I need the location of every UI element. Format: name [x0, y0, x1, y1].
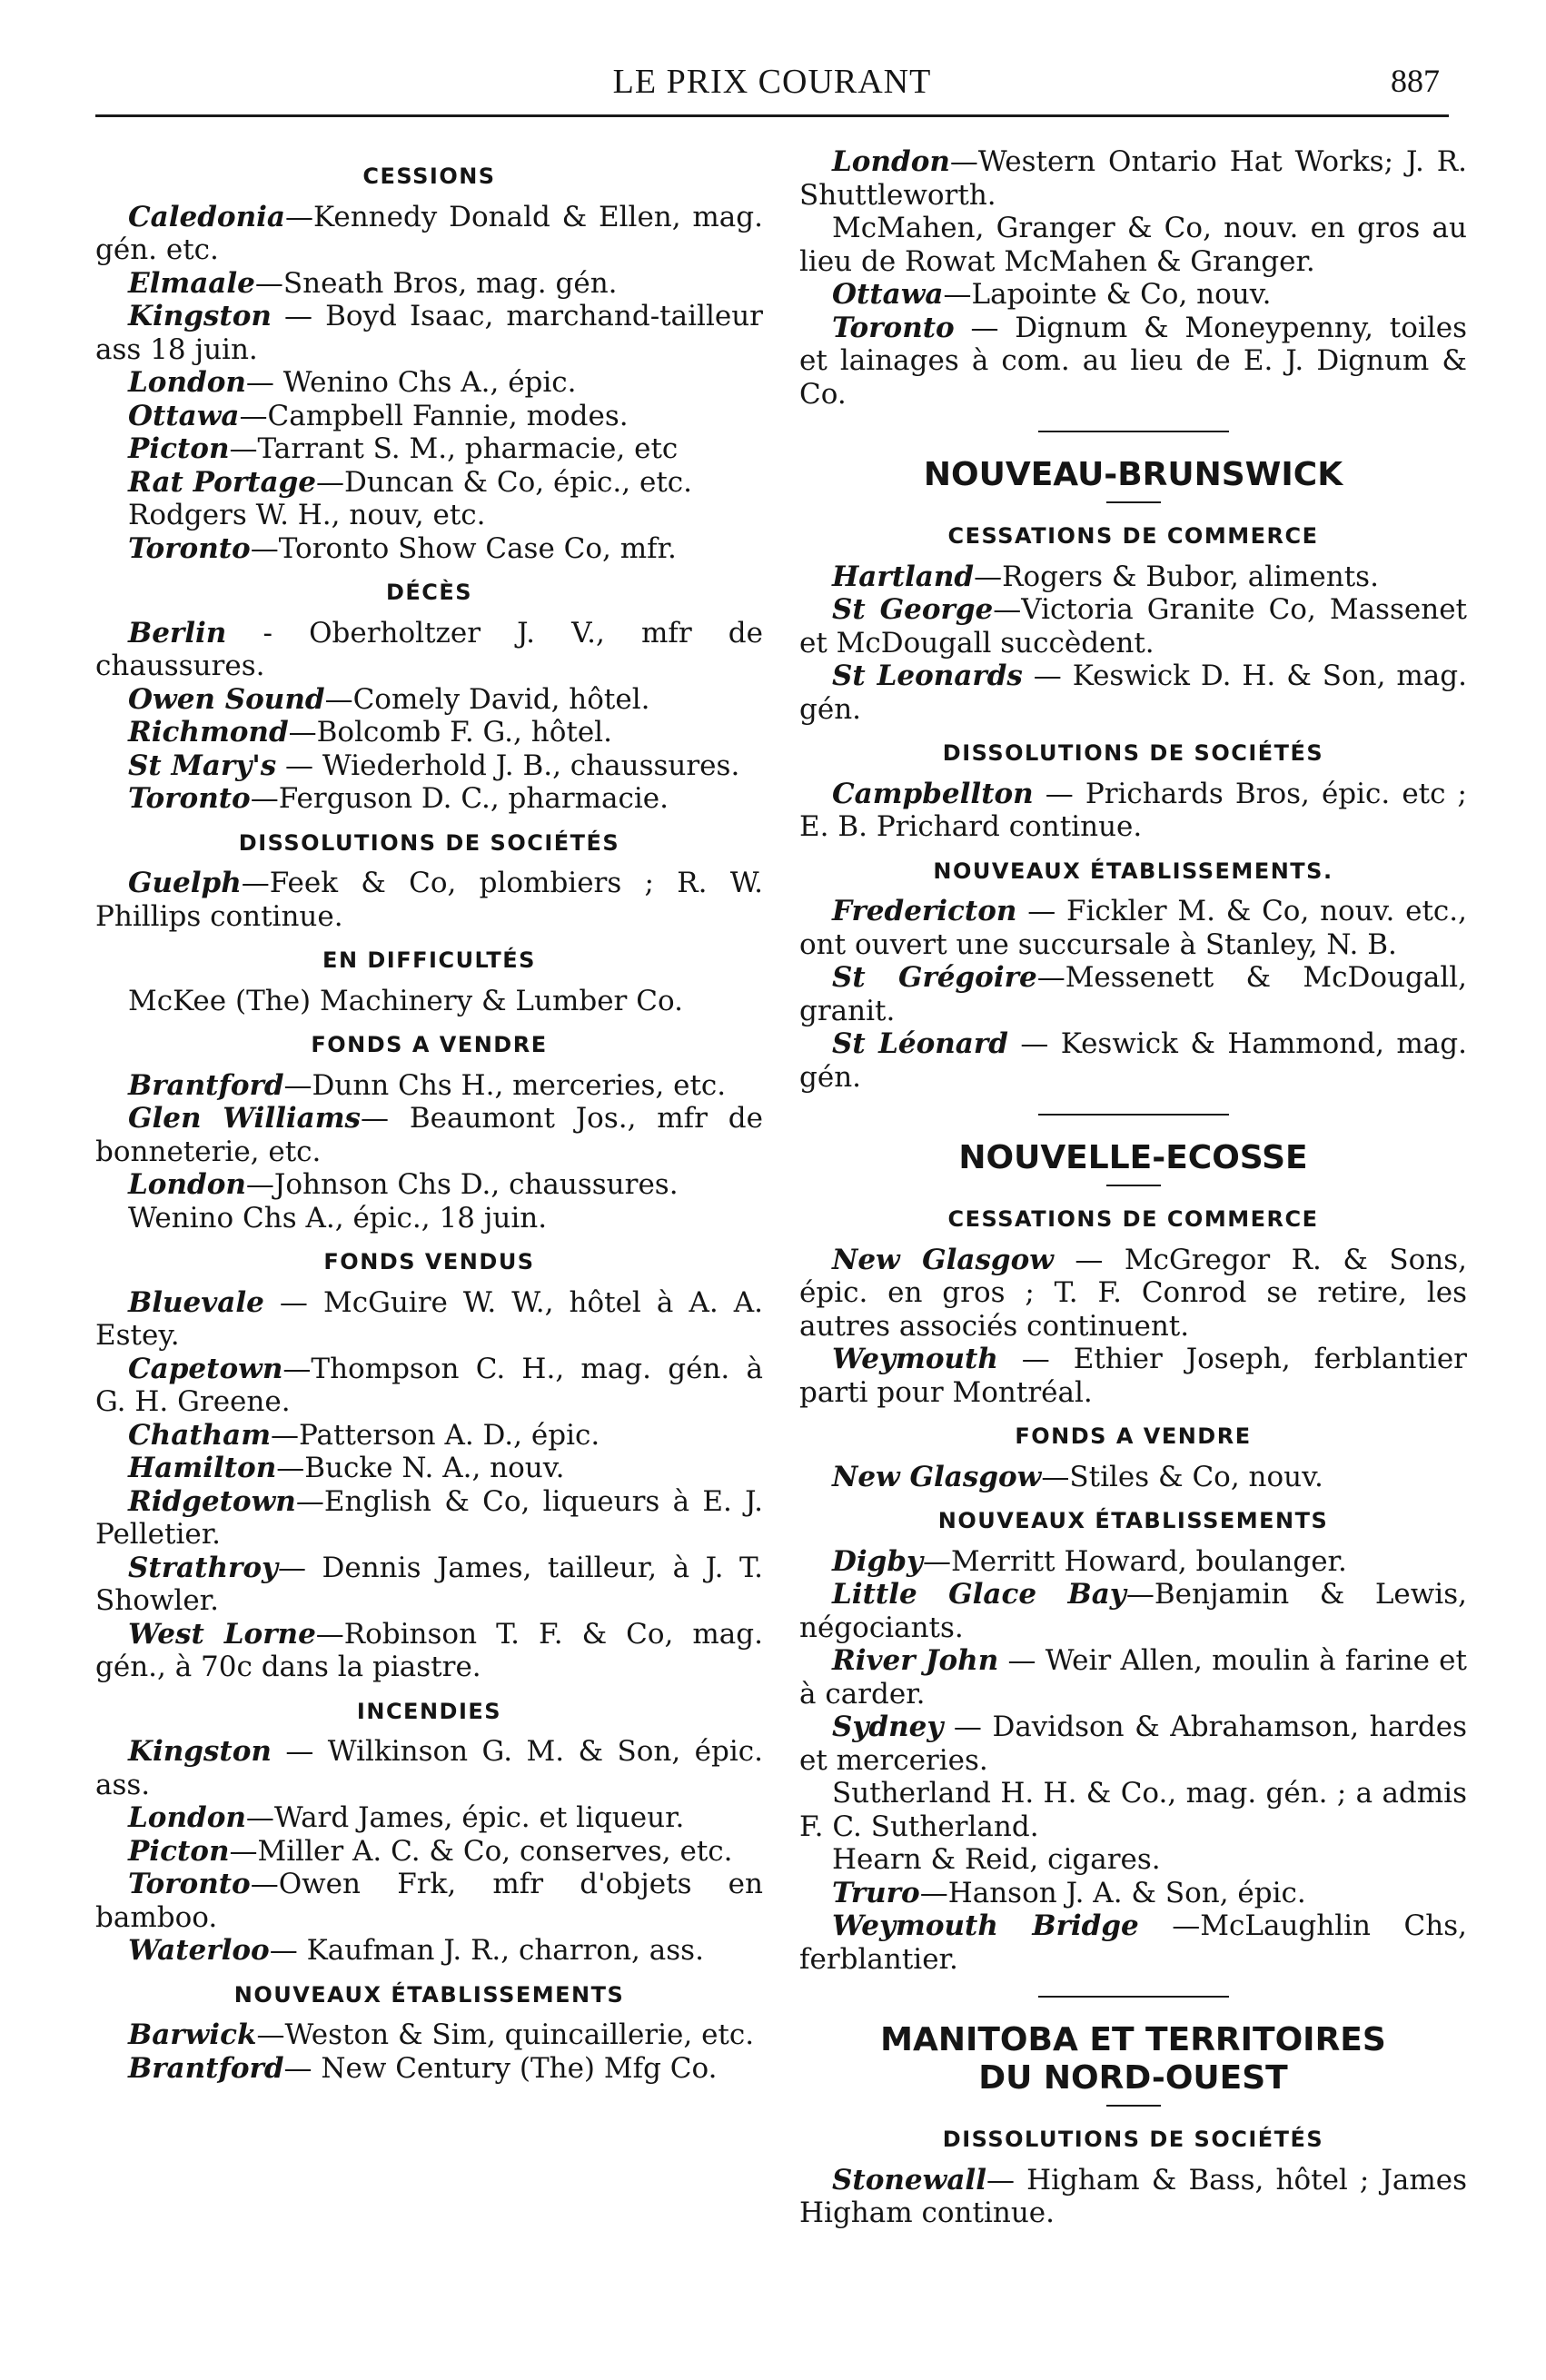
cessions-list [95, 201, 763, 566]
entry-text: — Prichards Bros, épic. etc ; E. B. Prichard continue. [799, 777, 1467, 843]
place-name: Campbellton [832, 777, 1034, 810]
place-name: Brantford [128, 2051, 284, 2085]
listing-entry [95, 267, 763, 301]
entry-text: —McLaughlin Chs, ferblantier. [799, 1909, 1467, 1976]
entry-text: —Ferguson D. C., pharmacie. [250, 782, 669, 815]
listing-entry [95, 782, 763, 816]
section-heading-incendies: INCENDIES [356, 1698, 502, 1724]
entry-text: —Bucke N. A., nouv. [276, 1452, 565, 1484]
journal-title: LE PRIX COURANT [612, 63, 932, 101]
place-name: Strathroy [128, 1551, 279, 1584]
entry-text: — Keswick & Hammond, mag. gén. [799, 1027, 1467, 1094]
nb-dissolutions-list [799, 778, 1467, 844]
entry-text: —Ward James, épic. et liqueur. [245, 1801, 685, 1834]
mb-dissolutions-list [799, 2164, 1467, 2230]
listing-entry [799, 593, 1467, 659]
running-head [95, 56, 1449, 111]
listing-entry [799, 1644, 1467, 1711]
entry-text: —Rogers & Bubor, aliments. [974, 560, 1379, 593]
place-name: Picton [128, 432, 230, 465]
place-name: St Grégoire [832, 961, 1037, 994]
place-name: London [128, 366, 246, 399]
ne-fonds-a-vendre-list [799, 1461, 1467, 1494]
place-name: Little Glace Bay [832, 1578, 1126, 1611]
listing-entry [95, 1735, 763, 1801]
listing-entry [799, 778, 1467, 844]
title-underline [1106, 2105, 1161, 2107]
entry-text: — Ethier Joseph, ferblantier parti pour Montréal. [799, 1343, 1467, 1409]
entry-text: Sutherland H. H. & Co., mag. gén. ; a admis F. C. Sutherland. [799, 1777, 1467, 1843]
place-name: Truro [832, 1876, 920, 1909]
listing-entry [95, 617, 763, 683]
listing-entry [95, 683, 763, 717]
ne-nouveaux-list [799, 1545, 1467, 1977]
section-heading-fonds-vendus: FONDS VENDUS [323, 1249, 535, 1274]
listing-entry [95, 867, 763, 933]
listing-entry [799, 278, 1467, 312]
place-name: Caledonia [128, 200, 286, 233]
place-name: St Mary's [128, 749, 277, 782]
left-column [95, 145, 763, 2085]
entry-text: —Hanson J. A. & Son, épic. [919, 1876, 1306, 1909]
entry-text: —Weston & Sim, quincaillerie, etc. [256, 2018, 755, 2051]
province-title-manitoba-line1: MANITOBA ET TERRITOIRES [880, 2021, 1386, 2058]
entry-text: —English & Co, liqueurs à E. J. Pelletier. [95, 1484, 763, 1551]
listing-entry [95, 1835, 763, 1869]
entry-text: —Victoria Granite Co, Massenet et McDougall succèdent. [799, 593, 1467, 659]
title-underline [1106, 1185, 1161, 1186]
listing-entry [95, 1419, 763, 1453]
listing-entry [95, 1168, 763, 1202]
section-heading-ne-nouveaux: NOUVEAUX ÉTABLISSEMENTS [937, 1508, 1329, 1533]
entry-text: —Messenett & McDougall, granit. [799, 961, 1467, 1027]
incendies-list [95, 1735, 763, 1968]
listing-entry [799, 1578, 1467, 1644]
entry-text: — Dignum & Moneypenny, toiles et lainages à com. au lieu de E. J. Dignum & Co. [799, 311, 1467, 411]
section-heading-nouveaux: NOUVEAUX ÉTABLISSEMENTS [233, 1981, 625, 2008]
listing-entry [799, 1909, 1467, 1976]
entry-text: —Owen Frk, mfr d'objets en bamboo. [95, 1868, 763, 1934]
entry-text: —Merritt Howard, boulanger. [923, 1544, 1347, 1578]
listing-entry [95, 1102, 763, 1168]
place-name: Chatham [128, 1418, 272, 1452]
listing-entry [95, 532, 763, 566]
right-column [799, 145, 1467, 2230]
ne-cessations-list [799, 1244, 1467, 1410]
ontario-continued-list [799, 145, 1467, 411]
section-heading-dissolutions: DISSOLUTIONS DE SOCIÉTÉS [238, 829, 620, 856]
place-name: River John [832, 1644, 999, 1677]
place-name: New Glasgow [832, 1460, 1042, 1493]
place-name: Toronto [128, 782, 251, 815]
place-name: Weymouth [832, 1343, 998, 1375]
place-name: West Lorne [128, 1617, 316, 1651]
listing-entry [799, 961, 1467, 1027]
section-heading-nb-nouveaux: NOUVEAUX ÉTABLISSEMENTS. [933, 858, 1333, 884]
listing-entry [95, 466, 763, 500]
listing-entry [799, 1777, 1467, 1843]
listing-entry [799, 1244, 1467, 1344]
place-name: Glen Williams [128, 1102, 362, 1135]
entry-text: McKee (The) Machinery & Lumber Co. [128, 984, 683, 1017]
place-name: Fredericton [832, 895, 1017, 927]
listing-entry [95, 1485, 763, 1552]
listing-entry [95, 432, 763, 466]
fonds-vendus-list [95, 1286, 763, 1684]
listing-entry [799, 1461, 1467, 1494]
place-name: London [128, 1168, 246, 1201]
listing-entry [799, 659, 1467, 726]
entry-text: —Benjamin & Lewis, négociants. [799, 1578, 1467, 1644]
place-name: London [832, 145, 950, 178]
entry-text: —Johnson Chs D., chaussures. [245, 1168, 679, 1201]
entry-text: —Dunn Chs H., merceries, etc. [283, 1068, 727, 1102]
listing-entry [799, 1843, 1467, 1877]
listing-entry [95, 1353, 763, 1419]
province-title-nouvelle-ecosse: NOUVELLE-ECOSSE [958, 1139, 1308, 1176]
place-name: London [128, 1801, 246, 1834]
entry-text: —Duncan & Co, épic., etc. [315, 465, 693, 499]
entry-text: - Oberholtzer J. V., mfr de chaussures. [95, 616, 763, 682]
entry-text: —Lapointe & Co, nouv. [943, 278, 1272, 311]
listing-entry [799, 560, 1467, 594]
place-name: Brantford [128, 1068, 284, 1102]
place-name: Guelph [128, 867, 242, 899]
place-name: Toronto [832, 311, 955, 344]
listing-entry [799, 1711, 1467, 1777]
section-heading-cessions: CESSIONS [362, 164, 496, 189]
entry-text: —Stiles & Co, nouv. [1041, 1460, 1323, 1493]
entry-text: — Beaumont Jos., mfr de bonneterie, etc. [95, 1102, 763, 1168]
entry-text: —Feek & Co, plombiers ; R. W. Phillips continue. [95, 867, 763, 933]
listing-entry [95, 716, 763, 749]
listing-entry [799, 2164, 1467, 2230]
section-rule [1038, 1996, 1229, 1998]
title-underline [1106, 501, 1161, 503]
entry-text: —Kennedy Donald & Ellen, mag. gén. etc. [95, 200, 763, 266]
listing-entry [95, 985, 763, 1018]
place-name: St Léonard [832, 1027, 1008, 1060]
entry-text: —Bolcomb F. G., hôtel. [288, 716, 612, 749]
entry-text: — Kaufman J. R., charron, ass. [269, 1934, 704, 1967]
entry-text: — Weir Allen, moulin à farine et à carder. [799, 1644, 1467, 1711]
entry-text: —Sneath Bros, mag. gén. [254, 266, 618, 300]
entry-text: —Campbell Fannie, modes. [239, 399, 629, 432]
entry-text: — Wilkinson G. M. & Son, épic. ass. [95, 1735, 763, 1801]
listing-entry [799, 312, 1467, 412]
place-name: St Leonards [832, 659, 1023, 692]
nb-cessations-list [799, 560, 1467, 727]
entry-text: —Tarrant S. M., pharmacie, etc [229, 432, 679, 465]
listing-entry [799, 1343, 1467, 1409]
listing-entry [799, 212, 1467, 278]
entry-text: McMahen, Granger & Co, nouv. en gros au lieu de Rowat McMahen & Granger. [799, 212, 1467, 278]
listing-entry [95, 201, 763, 267]
entry-text: — Boyd Isaac, marchand-tailleur ass 18 juin. [95, 300, 763, 366]
entry-text: —Thompson C. H., mag. gén. à G. H. Greene. [95, 1352, 763, 1418]
section-heading-deces: DÉCÈS [385, 580, 473, 605]
place-name: Digby [832, 1544, 924, 1578]
listing-entry [95, 2018, 763, 2052]
entry-text: —Patterson A. D., épic. [271, 1418, 600, 1452]
place-name: Toronto [128, 1868, 251, 1900]
section-rule [1038, 431, 1229, 432]
place-name: Rat Portage [128, 465, 316, 499]
listing-entry [799, 145, 1467, 212]
place-name: Berlin [128, 616, 227, 650]
listing-entry [95, 300, 763, 366]
entry-text: — Fickler M. & Co, nouv. etc., ont ouvert une succursale à Stanley, N. B. [799, 895, 1467, 961]
listing-entry [95, 1202, 763, 1235]
place-name: Richmond [128, 716, 289, 749]
place-name: Owen Sound [128, 682, 325, 716]
place-name: Bluevale [128, 1285, 264, 1319]
listing-entry [95, 1934, 763, 1968]
place-name: New Glasgow [832, 1243, 1054, 1276]
listing-entry [95, 366, 763, 400]
entry-text: —Toronto Show Case Co, mfr. [250, 531, 677, 565]
place-name: Ottawa [128, 399, 240, 432]
entry-text: — Wenino Chs A., épic. [245, 366, 577, 399]
place-name: Ridgetown [128, 1484, 296, 1518]
listing-entry [95, 1868, 763, 1934]
listing-entry [95, 1286, 763, 1353]
listing-entry [95, 400, 763, 433]
place-name: Waterloo [128, 1934, 270, 1967]
listing-entry [95, 1618, 763, 1684]
deces-list [95, 617, 763, 816]
place-name: Elmaale [128, 266, 255, 300]
place-name: Kingston [128, 1735, 272, 1768]
section-heading-nb-cessations: CESSATIONS DE COMMERCE [947, 523, 1319, 549]
entry-text: Rodgers W. H., nouv, etc. [128, 499, 486, 531]
listing-entry [799, 1027, 1467, 1094]
entry-text: — McGregor R. & Sons, épic. en gros ; T. F. Conrod se retire, les autres associés continuent. [799, 1243, 1467, 1343]
section-heading-difficultes: EN DIFFICULTÉS [322, 947, 536, 973]
section-heading-mb-dissolutions: DISSOLUTIONS DE SOCIÉTÉS [942, 2127, 1324, 2152]
place-name: Hartland [832, 560, 975, 593]
entry-text: — Davidson & Abrahamson, hardes et merceries. [799, 1711, 1467, 1777]
listing-entry [799, 895, 1467, 961]
entry-text: —Miller A. C. & Co, conserves, etc. [229, 1834, 733, 1868]
page-number: 887 [1391, 63, 1440, 99]
place-name: Capetown [128, 1352, 283, 1385]
entry-text: —Comely David, hôtel. [324, 682, 650, 716]
listing-entry [95, 1801, 763, 1835]
listing-entry [95, 499, 763, 532]
nb-nouveaux-list [799, 895, 1467, 1094]
province-title-nouveau-brunswick: NOUVEAU-BRUNSWICK [923, 456, 1343, 493]
place-name: Barwick [128, 2018, 257, 2051]
dissolutions-list [95, 867, 763, 933]
entry-text: — Wiederhold J. B., chaussures. [276, 749, 740, 782]
entry-text: — McGuire W. W., hôtel à A. A. Estey. [95, 1285, 763, 1352]
place-name: Picton [128, 1834, 230, 1868]
listing-entry [95, 1452, 763, 1485]
listing-entry [799, 1545, 1467, 1579]
place-name: Kingston [128, 300, 272, 332]
place-name: St George [832, 593, 994, 626]
difficultes-list [95, 985, 763, 1018]
header-rule [95, 114, 1449, 117]
section-heading-nb-dissolutions: DISSOLUTIONS DE SOCIÉTÉS [942, 740, 1324, 766]
section-heading-ne-fonds-a-vendre: FONDS A VENDRE [1015, 1423, 1252, 1449]
fonds-a-vendre-list [95, 1069, 763, 1235]
listing-entry [95, 2052, 763, 2086]
entry-text: — Higham & Bass, hôtel ; James Higham continue. [799, 2163, 1467, 2229]
entry-text: Wenino Chs A., épic., 18 juin. [128, 1201, 548, 1235]
entry-text: — New Century (The) Mfg Co. [283, 2051, 718, 2085]
place-name: Toronto [128, 531, 251, 565]
entry-text: Hearn & Reid, cigares. [832, 1843, 1161, 1876]
listing-entry [799, 1877, 1467, 1910]
section-rule [1038, 1114, 1229, 1116]
entry-text: —Robinson T. F. & Co, mag. gén., à 70c dans la piastre. [95, 1617, 763, 1683]
listing-entry [95, 749, 763, 783]
nouveaux-list [95, 2018, 763, 2085]
section-heading-fonds-a-vendre: FONDS A VENDRE [311, 1032, 548, 1057]
entry-text: — Dennis James, tailleur, à J. T. Showler. [95, 1551, 763, 1617]
entry-text: — Keswick D. H. & Son, mag. gén. [799, 659, 1467, 726]
place-name: Ottawa [832, 278, 944, 311]
place-name: Weymouth Bridge [832, 1909, 1139, 1942]
place-name: Stonewall [832, 2163, 986, 2197]
province-title-manitoba-line2: DU NORD-OUEST [978, 2059, 1288, 2097]
place-name: Hamilton [128, 1452, 277, 1484]
place-name: Sydney [832, 1711, 944, 1743]
listing-entry [95, 1552, 763, 1618]
entry-text: —Western Ontario Hat Works; J. R. Shuttleworth. [799, 145, 1467, 212]
section-heading-ne-cessations: CESSATIONS DE COMMERCE [947, 1206, 1319, 1232]
listing-entry [95, 1069, 763, 1103]
